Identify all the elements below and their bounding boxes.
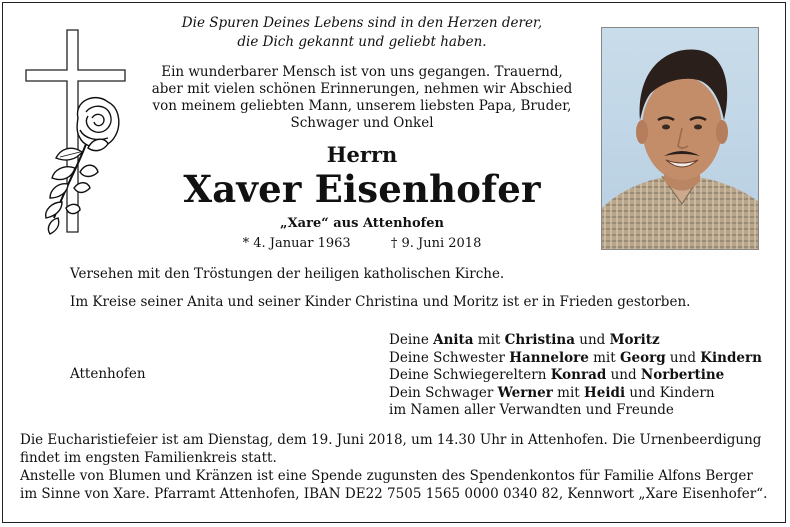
mourner-text: im Namen aller Verwandten und Freunde: [389, 402, 674, 418]
intro-line: Ein wunderbarer Mensch ist von uns gegangen. Trauernd,: [161, 64, 563, 80]
mourner-name: Georg: [619, 349, 666, 366]
service-text: Die Eucharistiefeier ist am Dienstag, dem 19. Juni 2018, um 14.30 Uhr in Attenhofen. Die Urnenbeerdigung findet im engsten Familienkreis statt.: [20, 432, 762, 466]
mourner-text: mit: [588, 349, 620, 366]
peace-text: Im Kreise seiner Anita und seiner Kinder Christina und Moritz ist er in Frieden gestorben.: [70, 294, 691, 310]
deceased-name: Xaver Eisenhofer: [183, 167, 541, 211]
sacrament-text: Versehen mit den Tröstungen der heiligen katholischen Kirche.: [70, 266, 505, 282]
mourner-text: Deine Schwester: [389, 349, 510, 366]
mourner-name: Christina: [504, 332, 575, 348]
intro-line: von meinem geliebten Mann, unserem liebsten Papa, Bruder,: [152, 98, 572, 114]
mourner-text: und: [606, 367, 641, 383]
mourner-name: Norbertine: [640, 367, 725, 383]
intro-text: [146, 64, 578, 132]
intro-line: Schwager und Onkel: [290, 115, 434, 131]
nickname: „Xare“ aus Attenhofen: [280, 216, 444, 231]
mourner-name: Hannelore: [509, 349, 589, 366]
life-dates: [146, 236, 578, 251]
mourner-text: und: [665, 349, 701, 366]
portrait-photo: [601, 27, 759, 250]
birth-date: * 4. Januar 1963: [242, 236, 351, 251]
mourner-text: Dein Schwager: [389, 384, 498, 401]
mourner-name: Moritz: [609, 332, 660, 348]
donation-text: Anstelle von Blumen und Kränzen ist eine Spende zugunsten des Spendenkontos für Familie Alfons Berger im Sinne von Xare. Pfarramt Attenhofen, IBAN DE22 7505 1565 0000 0340 82, Kennwort „Xare Eisenhofer“.: [20, 468, 768, 502]
cross-with-rose-icon: [22, 26, 130, 236]
intro-line: aber mit vielen schönen Erinnerungen, nehmen wir Abschied: [151, 81, 573, 97]
mourner-line: [389, 367, 762, 385]
mourner-line: [389, 332, 762, 350]
quote-line: die Dich gekannt und geliebt haben.: [237, 34, 487, 50]
mourner-text: mit: [473, 332, 505, 348]
mourners-list: [389, 332, 762, 420]
mourner-line: [389, 402, 762, 420]
mourner-name: Heidi: [584, 384, 626, 401]
mourner-line: [389, 385, 762, 403]
quote-line: Die Spuren Deines Lebens sind in den Herzen derer,: [181, 15, 543, 31]
mourner-text: Deine: [389, 332, 434, 348]
place-name: Attenhofen: [70, 366, 146, 382]
mourner-name: Konrad: [550, 367, 607, 383]
death-date: † 9. Juni 2018: [390, 236, 482, 251]
mourner-text: mit: [552, 384, 585, 401]
mourner-name: Kindern: [700, 349, 762, 366]
mourner-text: und Kindern: [625, 384, 715, 401]
mourner-text: Deine Schwiegereltern: [389, 367, 551, 383]
salutation: Herrn: [326, 142, 398, 167]
opening-quote: [146, 14, 578, 52]
mourner-text: und: [574, 332, 610, 348]
mourner-name: Werner: [497, 384, 553, 401]
mourner-name: Anita: [433, 332, 474, 348]
mourner-line: [389, 350, 762, 368]
